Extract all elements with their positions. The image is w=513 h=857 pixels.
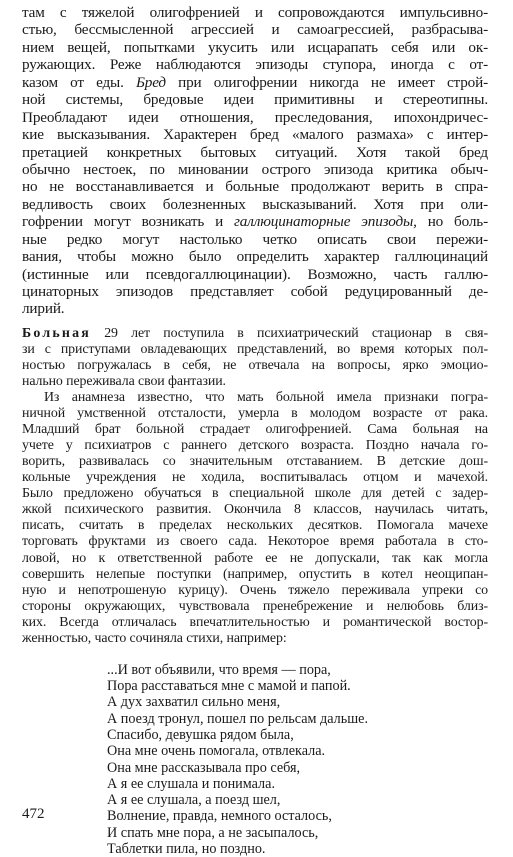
text-line: ловой, но к ответственной работе ее не допускали, так как могла <box>22 550 488 566</box>
text-line: женностью, часто сочиняла стихи, например: <box>22 630 287 646</box>
poem-line: ...И вот объявили, что время — пора, <box>107 661 331 678</box>
text-line: совершить нелепые поступки (например, опустить в котел неощипан- <box>22 566 488 582</box>
case-label: Больная <box>22 325 91 341</box>
poem-line: Таблетки пила, но поздно. <box>107 841 266 857</box>
poem-line: Спасибо, девушка рядом была, <box>107 727 294 743</box>
poem-line: А поезд тронул, пошел по рельсам дальше. <box>107 710 368 727</box>
text-line: цинаторных эпизодов представляет собой редуцированный де- <box>22 283 488 300</box>
page <box>22 4 488 857</box>
text-segment: но боль- <box>416 213 488 231</box>
text-line: Из анамнеза известно, что мать больной имела признаки погра- <box>44 390 488 406</box>
text-line: учете у психиатров с раннего детского возраста. Поздно начала го- <box>22 438 488 454</box>
text-line: претацией конкретных бытовых ситуаций. Хотя такой бред <box>22 143 488 161</box>
text-line: вания, чтобы можно было определить характер галлюцинаций <box>22 248 488 266</box>
poem-line: Пора расставаться мне с мамой и папой. <box>107 678 351 695</box>
text-line: ничной умственной отсталости, умерла в молодом возрасте от рака. <box>22 406 488 422</box>
text-line: Было предложено обучаться в специальной школе для детей с задер- <box>22 486 488 502</box>
text-line: но не восстанавливается и больные продолжают верить в спра- <box>22 178 488 196</box>
text-line: писать, считать в пределах нескольких десятков. Помогала мачехе <box>22 518 488 534</box>
text-segment: гофрении могут возникать и <box>22 213 235 231</box>
text-line: ностью погружалась в себя, не отвечала на вопросы, ярко эмоцио- <box>22 357 488 373</box>
text-line: зи с приступами овладевающих представлений, во время которых пол- <box>22 341 488 357</box>
text-segment: казом от еды. <box>22 73 136 91</box>
text-line: кие высказывания. Характерен бред «малого размаха» с интер- <box>22 126 488 144</box>
text-line: обычно нестоек, по миновании острого эпизода критика обыч- <box>22 160 488 178</box>
poem-line: А дух захватил сильно меня, <box>107 694 281 711</box>
text-line: жкой психического развития. Окончила 8 классов, научилась читать, <box>22 502 488 518</box>
term-italic: галлюцинаторные эпизоды, <box>234 213 417 231</box>
poem-line: Она мне рассказывала про себя, <box>107 759 301 776</box>
case-description <box>22 326 488 647</box>
text-line: там с тяжелой олигофренией и сопровождаются импульсивно- <box>22 4 488 21</box>
text-line: стью, бессмысленной агрессией и самоагрессией, разбрасыва- <box>22 21 488 39</box>
text-line: нием вещей, попытками укусить или исцарапать себя или ок- <box>22 38 488 56</box>
text-segment: 29 лет поступила в психиатрический стационар в свя- <box>90 325 488 341</box>
poem-line: Она мне очень помогала, отвлекала. <box>107 743 326 760</box>
text-line: ной системы, бредовые идеи примитивны и стереотипны. <box>22 91 488 109</box>
poem-line: Волнение, правда, немного осталось, <box>107 808 332 825</box>
poem-line: А я ее слушала и понимала. <box>107 775 275 792</box>
text-line: Преобладают идеи отношения, преследования, ипохондричес- <box>22 108 488 126</box>
text-line: кольные учреждения не ходила, воспитывалась отцом и мачехой. <box>22 470 488 486</box>
paragraph-main <box>22 4 488 318</box>
text-line: ружающих. Реже наблюдаются эпизоды ступора, иногда с от- <box>22 56 488 74</box>
text-segment: при олигофрении никогда не имеет строй- <box>165 73 488 91</box>
text-line: стороны окружающих, чувствовала пренебрежение и нелюбовь близ- <box>22 598 488 614</box>
text-line <box>22 74 488 91</box>
text-line: ные редко могут настолько четко описать свои пережи- <box>22 230 488 248</box>
text-line: ких. Всегда отличалась впечатлительностью и романтической востор- <box>22 614 488 630</box>
text-line: ную и непотрошеную курицу). Очень тяжело переживала упреки со <box>22 582 488 598</box>
text-line <box>22 213 488 230</box>
poem-line: А я ее слушала, а поезд шел, <box>107 792 281 809</box>
text-line: торговать фруктами из своего сада. Некоторое время работала в сто- <box>22 534 488 550</box>
poem <box>107 662 488 857</box>
text-line: ворить, развивалась со значительным отставанием. В детские дош- <box>22 454 488 470</box>
page-number: 472 <box>22 806 45 822</box>
text-line: ведливость своих болезненных высказываний. Хотя при оли- <box>22 195 488 213</box>
poem-line: И спать мне пора, а не засыпалось, <box>107 824 319 841</box>
text-line: Младший брат больной страдает олигофренией. Сама больная на <box>22 422 488 438</box>
text-line: (истинные или псевдогаллюцинации). Возможно, часть галлю- <box>22 265 488 283</box>
term-italic: Бред <box>135 73 166 91</box>
text-line: нально переживала свои фантазии. <box>22 374 226 390</box>
text-line: лирий. <box>22 300 65 318</box>
text-line <box>22 326 488 342</box>
